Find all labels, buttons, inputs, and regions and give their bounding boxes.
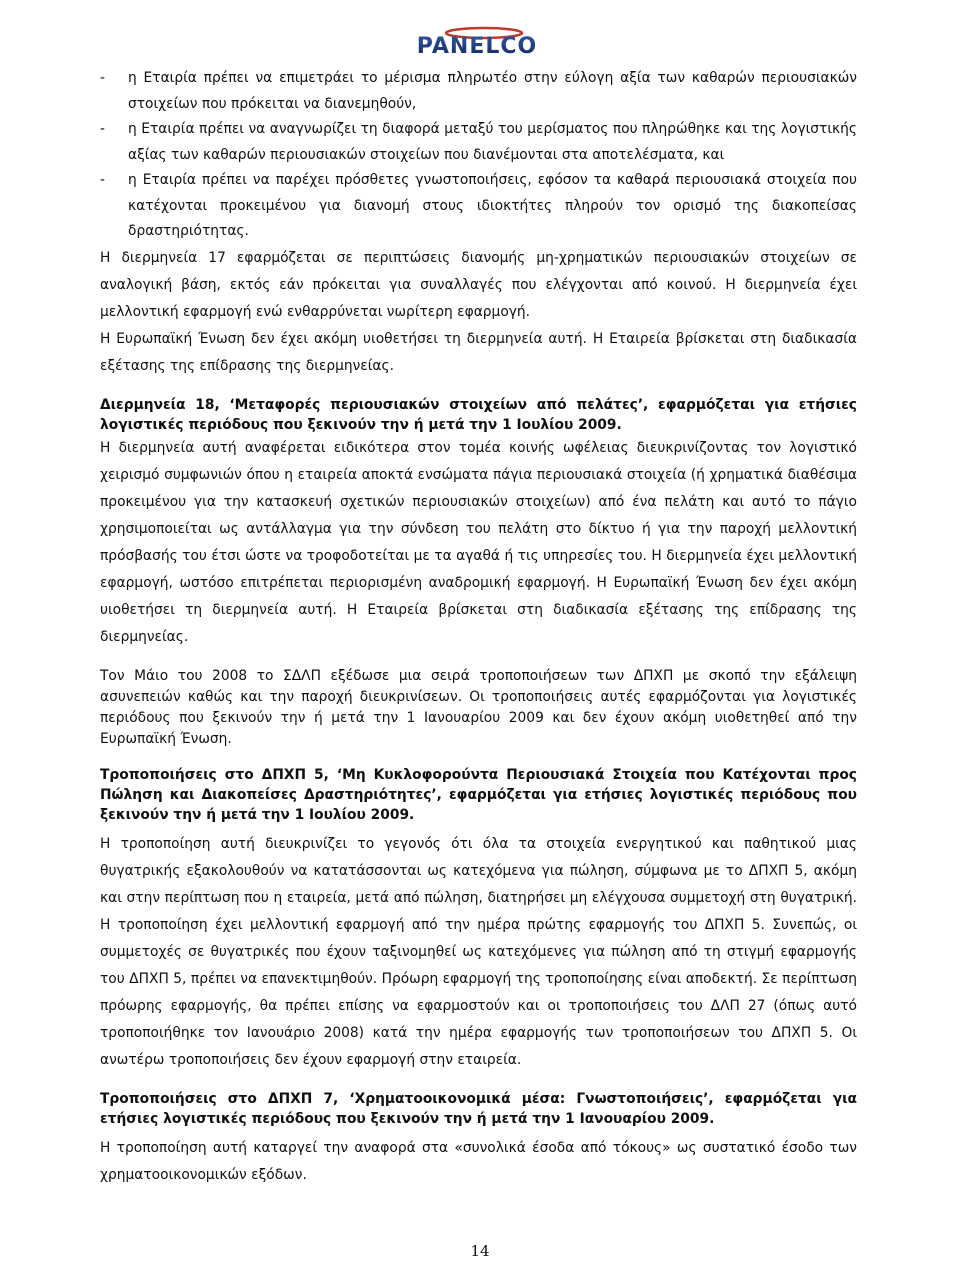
paragraph-may-2008-amendments: Τον Μάιο του 2008 το ΣΔΛΠ εξέδωσε μια σειρά τροποποιήσεων των ΔΠΧΠ με σκοπό την εξάλειψη ασυνεπειών καθώς και την παροχή διευκρινίσεων. Οι τροποποιήσεις αυτές εφαρμόζονται για λογιστικές περιόδους που ξεκινούν την ή μετά την 1 Ιανουαρίου 2009 και δεν έχουν ακόμη υιοθετηθεί από την Ευρωπαϊκή Ένωση. — [100, 667, 857, 747]
panelco-logo — [372, 26, 582, 56]
paragraph-ifrs-5: Η τροποποίηση αυτή διευκρινίζει το γεγονός ότι όλα τα στοιχεία ενεργητικού και παθητικού μιας θυγατρικής εξακολουθούν να κατατάσσονται ως κατεχόμενα για πώληση, σύμφωνα με το ΔΠΧΠ 5, ακόμη και στην περίπτωση που η εταιρεία, μετά από πώληση, διατηρήσει μη ελέγχουσα συμμετοχή στη θυγατρική. Η τροποποίηση έχει μελλοντική εφαρμογή από την ημέρα πρώτης εφαρμογής του ΔΠΧΠ 5. Συνεπώς, οι συμμετοχές σε θυγατρικές που έχουν ταξινομηθεί ως κατεχόμενες για πώληση από τη στιγμή εφαρμογής του ΔΠΧΠ 5, πρέπει να επανεκτιμηθούν. Πρόωρη εφαρμογή της τροποποίησης είναι αποδεκτή. Σε περίπτωση πρόωρης εφαρμογής, θα πρέπει επίσης να εφαρμοστούν και οι τροποποιήσεις του ΔΛΠ 27 (όπως αυτό τροποποιήθηκε τον Ιανουάριο 2008) κατά την ημέρα εφαρμογής των τροποποιήσεων του ΔΠΧΠ 5. Οι ανωτέρω τροποποιήσεις δεν έχουν εφαρμογή στην εταιρεία. — [100, 835, 857, 1068]
paragraph-eu-adoption: Η Ευρωπαϊκή Ένωση δεν έχει ακόμη υιοθετήσει τη διερμηνεία αυτή. Η Εταιρεία βρίσκεται στη διαδικασία εξέτασης της επίδρασης της διερμηνείας. — [100, 330, 857, 374]
heading-ifrs-7: Τροποποιήσεις στο ΔΠΧΠ 7, ‘Χρηματοοικονομικά μέσα: Γνωστοποιήσεις’, εφαρμόζεται για ετήσιες λογιστικές περιόδους που ξεκινούν την ή μετά την 1 Ιανουαρίου 2009. — [100, 1090, 857, 1127]
heading-interpretation-18: Διερμηνεία 18, ‘Μεταφορές περιουσιακών στοιχείων από πελάτες’, εφαρμόζεται για ετήσιες λογιστικές περιόδους που ξεκινούν την ή μετά την 1 Ιουλίου 2009. — [100, 396, 857, 433]
page-number: 14 — [470, 1242, 490, 1260]
logo-text: PANELCO — [416, 34, 538, 56]
paragraph-ifrs-7: Η τροποποίηση αυτή καταργεί την αναφορά στα «συνολικά έσοδα από τόκους» ως συστατικό έσοδο των χρηματοοικονομικών εξόδων. — [100, 1139, 857, 1183]
paragraph-interpretation-17: Η διερμηνεία 17 εφαρμόζεται σε περιπτώσεις διανομής μη-χρηματικών περιουσιακών στοιχείων σε αναλογική βάση, εκτός εάν πρόκειται για συναλλαγές που ελέγχονται από κοινού. Η διερμηνεία έχει μελλοντική εφαρμογή ενώ ενθαρρύνεται νωρίτερη εφαρμογή. — [100, 249, 857, 320]
paragraph-interpretation-18: Η διερμηνεία αυτή αναφέρεται ειδικότερα στον τομέα κοινής ωφέλειας διευκρινίζοντας τον λογιστικό χειρισμό συμφωνιών όπου η εταιρεία αποκτά ενσώματα πάγια περιουσιακά στοιχεία (ή χρηματικά διαθέσιμα προκειμένου για την κατασκευή σχετικών περιουσιακών στοιχείων) από ένα πελάτη και αυτό το πάγιο χρησιμοποιείται ως αντάλλαγμα για την σύνδεση του πελάτη στο δίκτυο ή για την παροχή μελλοντική πρόσβασής του έτσι ώστε να τροφοδοτείται με τα αγαθά ή τις υπηρεσίες του. Η διερμηνεία έχει μελλοντική εφαρμογή, ωστόσο επιτρέπεται περιορισμένη αναδρομική εφαρμογή. Η Ευρωπαϊκή Ένωση δεν έχει ακόμη υιοθετήσει τη διερμηνεία αυτή. Η Εταιρεία βρίσκεται στη διαδικασία εξέτασης της επίδρασης της διερμηνείας. — [100, 439, 857, 645]
list-item: - η Εταιρία πρέπει να παρέχει πρόσθετες γνωστοποιήσεις, εφόσον τα καθαρά περιουσιακά στοιχεία που κατέχονται προκειμένου για διανομή στους ιδιοκτήτες πληρούν τον ορισμό της διακοπείσας δραστηριότητας. — [100, 168, 857, 245]
bullet-list — [100, 66, 857, 245]
heading-ifrs-5: Τροποποιήσεις στο ΔΠΧΠ 5, ‘Μη Κυκλοφορούντα Περιουσιακά Στοιχεία που Κατέχονται προς Πώληση και Διακοπείσες Δραστηριότητες’, εφαρμόζεται για ετήσιες λογιστικές περιόδους που ξεκινούν την ή μετά την 1 Ιουλίου 2009. — [100, 766, 857, 823]
document-body — [100, 66, 857, 1189]
list-item: - η Εταιρία πρέπει να αναγνωρίζει τη διαφορά μεταξύ του μερίσματος που πληρώθηκε και της λογιστικής αξίας των καθαρών περιουσιακών στοιχείων που διανέμονται στα αποτελέσματα, και — [100, 117, 857, 168]
list-item: - η Εταιρία πρέπει να επιμετράει το μέρισμα πληρωτέο στην εύλογη αξία των καθαρών περιουσιακών στοιχείων που πρόκειται να διανεμηθούν, — [100, 66, 857, 117]
